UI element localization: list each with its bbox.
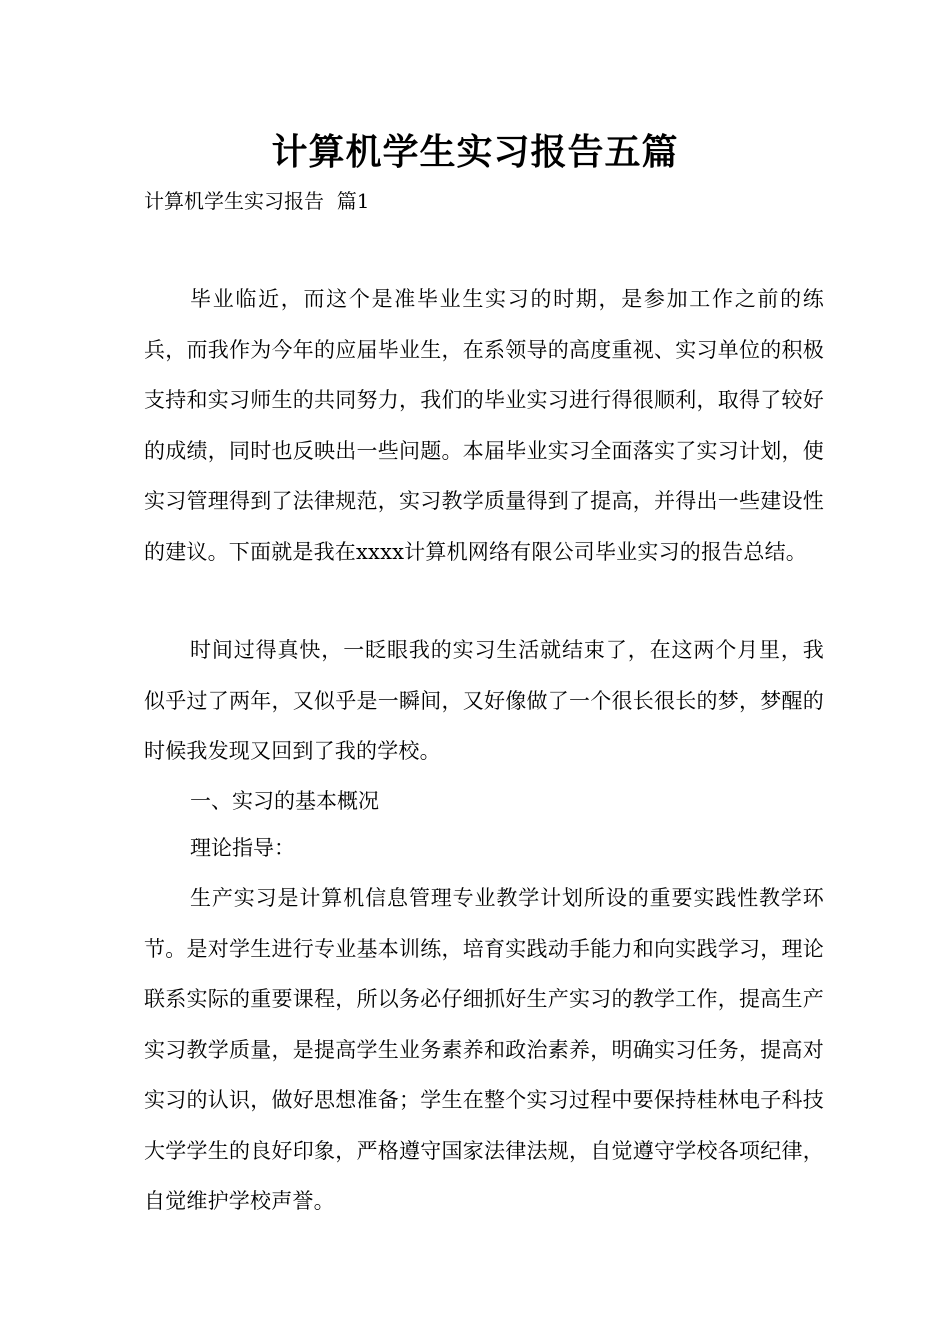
paragraph-time: 时间过得真快，一眨眼我的实习生活就结束了，在这两个月里，我似乎过了两年，又似乎是一瞬间，又好像做了一个很长很长的梦，梦醒的时候我发现又回到了我的学校。 xyxy=(144,638,824,763)
document-title: 计算机学生实习报告五篇 xyxy=(271,132,679,173)
section-heading: 一、实习的基本概况 xyxy=(190,789,379,813)
sub-heading: 理论指导： xyxy=(190,836,295,860)
document-subtitle: 计算机学生实习报告 篇1 xyxy=(144,189,370,213)
paragraph-intro: 毕业临近，而这个是准毕业生实习的时期，是参加工作之前的练兵，而我作为今年的应届毕业生，在系领导的高度重视、实习单位的积极支持和实习师生的共同努力，我们的毕业实习进行得很顺利，取得了较好的成绩，同时也反映出一些问题。本届毕业实习全面落实了实习计划，使实习管理得到了法律规范，实习教学质量得到了提高，并得出一些建设性的建议。下面就是我在xxxx计算机网络有限公司毕业实习的报告总结。 xyxy=(144,287,824,564)
paragraph-theory: 生产实习是计算机信息管理专业教学计划所设的重要实践性教学环节。是对学生进行专业基本训练，培育实践动手能力和向实践学习，理论联系实际的重要课程，所以务必仔细抓好生产实习的教学工作，提高生产实习教学质量，是提高学生业务素养和政治素养，明确实习任务，提高对实习的认识，做好思想准备；学生在整个实习过程中要保持桂林电子科技大学学生的良好印象，严格遵守国家法律法规，自觉遵守学校各项纪律，自觉维护学校声誉。 xyxy=(144,886,824,1213)
